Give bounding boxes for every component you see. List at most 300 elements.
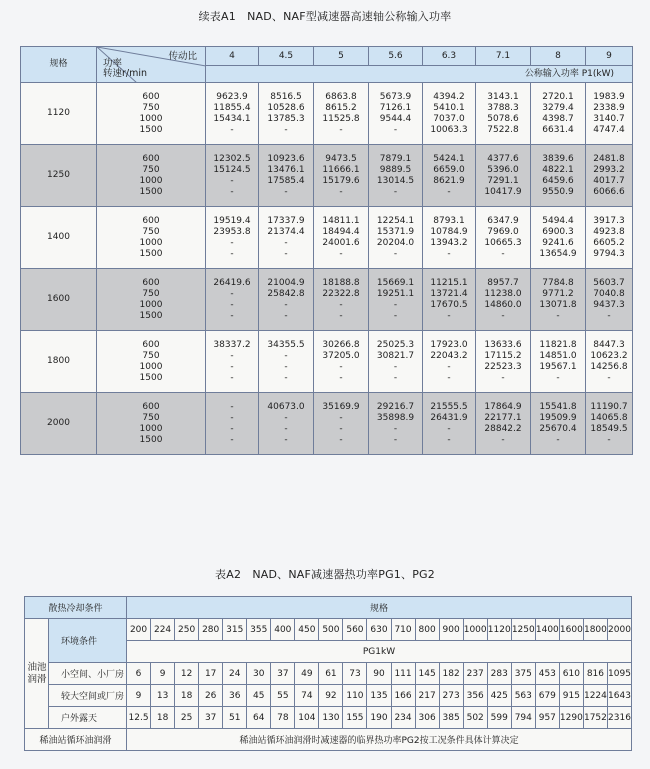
power-value: 25025.3 xyxy=(376,339,415,350)
power-value: - xyxy=(607,372,611,383)
speed-value: 600 xyxy=(142,339,160,350)
thermal-power-cell: 18 xyxy=(175,685,199,707)
thermal-power-cell: 453 xyxy=(535,663,559,685)
speed-value: 750 xyxy=(142,226,160,237)
power-value: 19567.1 xyxy=(539,361,577,372)
power-cell xyxy=(314,83,369,145)
oil-bath-lube-label xyxy=(25,619,49,729)
speed-value: 1500 xyxy=(139,310,163,321)
power-value: 15541.8 xyxy=(539,401,577,412)
table-a2 xyxy=(24,596,632,751)
power-value: - xyxy=(339,372,343,383)
thermal-power-cell: 356 xyxy=(463,685,487,707)
power-value: 8516.5 xyxy=(270,91,302,102)
power-cell xyxy=(586,269,633,331)
power-cell xyxy=(259,393,314,455)
ratio-col-header: 8 xyxy=(531,47,586,66)
power-value: 9437.3 xyxy=(593,299,625,310)
power-cell xyxy=(206,145,259,207)
thermal-power-cell: 18 xyxy=(151,707,175,729)
thermal-power-cell: 599 xyxy=(487,707,511,729)
power-cell xyxy=(476,83,531,145)
power-value: 5424.1 xyxy=(433,153,465,164)
power-value: 23953.8 xyxy=(213,226,251,237)
power-value: 6659.0 xyxy=(433,164,465,175)
speed-value: 1500 xyxy=(139,248,163,259)
power-value: - xyxy=(230,124,234,135)
speed-value: 1000 xyxy=(139,361,163,372)
power-value: 5396.0 xyxy=(487,164,519,175)
power-value: 5410.1 xyxy=(433,102,465,113)
spec-cell: 1400 xyxy=(21,207,97,269)
speed-value: 1500 xyxy=(139,124,163,135)
thermal-power-cell: 610 xyxy=(559,663,583,685)
power-value: 4923.8 xyxy=(593,226,625,237)
power-value: 10923.6 xyxy=(267,153,305,164)
power-cell xyxy=(314,145,369,207)
power-value: 12302.5 xyxy=(213,153,251,164)
power-value: 24001.6 xyxy=(322,237,360,248)
speed-value: 1000 xyxy=(139,113,163,124)
diagonal-header xyxy=(97,47,206,83)
power-value: 6605.2 xyxy=(593,237,625,248)
power-value: 8793.1 xyxy=(433,215,465,226)
power-value: 5494.4 xyxy=(542,215,574,226)
power-cell xyxy=(531,269,586,331)
power-value: 30821.7 xyxy=(376,350,415,361)
power-value: - xyxy=(447,434,451,445)
table-a2-title: 表A2 NAD、NAF减速器热功率PG1、PG2 xyxy=(215,568,435,581)
power-value: - xyxy=(230,423,234,434)
thermal-power-cell: 190 xyxy=(367,707,391,729)
power-value: 11821.8 xyxy=(539,339,577,350)
power-value: - xyxy=(556,310,560,321)
power-value: - xyxy=(339,434,343,445)
power-cell xyxy=(531,145,586,207)
power-value: 13071.8 xyxy=(539,299,577,310)
table-row xyxy=(21,269,633,331)
thermal-power-cell: 49 xyxy=(295,663,319,685)
speed-value: 750 xyxy=(142,102,160,113)
power-cell xyxy=(586,331,633,393)
thermal-power-cell: 92 xyxy=(319,685,343,707)
size-col-header: 1250 xyxy=(511,619,535,641)
power-value: - xyxy=(284,124,288,135)
power-value: 40673.0 xyxy=(267,401,305,412)
circulation-lube-label: 稀油站循环油润滑 xyxy=(25,729,127,751)
power-value: 15179.6 xyxy=(322,175,360,186)
thermal-power-cell: 61 xyxy=(319,663,343,685)
power-value: 10417.9 xyxy=(484,186,522,197)
thermal-power-cell: 130 xyxy=(319,707,343,729)
power-value: 35169.9 xyxy=(322,401,360,412)
spec-cell: 1120 xyxy=(21,83,97,145)
power-cell xyxy=(476,331,531,393)
speed-cell xyxy=(97,393,206,455)
thermal-power-cell: 182 xyxy=(439,663,463,685)
power-cell xyxy=(206,393,259,455)
row-label: 较大空间或厂房 xyxy=(49,685,127,707)
thermal-power-cell: 563 xyxy=(511,685,535,707)
size-col-header: 450 xyxy=(295,619,319,641)
thermal-power-cell: 64 xyxy=(247,707,271,729)
power-value: - xyxy=(393,310,398,321)
power-value: 4822.1 xyxy=(542,164,574,175)
power-value: 1983.9 xyxy=(593,91,625,102)
power-cell xyxy=(531,207,586,269)
power-value: - xyxy=(393,186,398,197)
power-value: 20204.0 xyxy=(376,237,415,248)
power-value: 8447.3 xyxy=(593,339,625,350)
power-value: - xyxy=(447,361,451,372)
power-value: 18549.5 xyxy=(590,423,628,434)
power-value: - xyxy=(447,248,451,259)
table-row xyxy=(21,145,633,207)
cooling-condition-header: 散热冷却条件 xyxy=(25,597,127,619)
speed-value: 1000 xyxy=(139,299,163,310)
power-value: - xyxy=(393,124,398,135)
power-value: - xyxy=(501,248,505,259)
power-value: - xyxy=(230,175,234,186)
ratio-col-header: 5 xyxy=(314,47,369,66)
power-cell xyxy=(259,145,314,207)
size-col-header: 224 xyxy=(151,619,175,641)
power-value: 2338.9 xyxy=(593,102,625,113)
thermal-power-cell: 111 xyxy=(391,663,415,685)
size-col-header: 1800 xyxy=(583,619,607,641)
power-value: 4394.2 xyxy=(433,91,465,102)
power-cell xyxy=(369,269,423,331)
power-value: 11215.1 xyxy=(430,277,468,288)
power-value: 22322.8 xyxy=(322,288,360,299)
ratio-col-header: 6.3 xyxy=(423,47,476,66)
power-value: 28842.2 xyxy=(484,423,522,434)
power-value: 35898.9 xyxy=(376,412,415,423)
power-cell xyxy=(206,207,259,269)
power-value: - xyxy=(284,434,288,445)
power-value: - xyxy=(501,372,505,383)
power-value: 22043.2 xyxy=(430,350,468,361)
power-value: 19509.9 xyxy=(539,412,577,423)
power-value: 11666.1 xyxy=(322,164,360,175)
power-value: 3917.3 xyxy=(593,215,625,226)
circulation-note: 稀油站循环油润滑时减速器的临界热功率PG2按工况条件具体计算决定 xyxy=(127,729,632,751)
thermal-power-cell: 73 xyxy=(343,663,367,685)
speed-cell xyxy=(97,207,206,269)
power-cell xyxy=(259,269,314,331)
power-value: - xyxy=(284,299,288,310)
thermal-power-cell: 30 xyxy=(247,663,271,685)
power-value: 17337.9 xyxy=(267,215,305,226)
power-value: 10623.2 xyxy=(590,350,628,361)
thermal-power-cell: 90 xyxy=(367,663,391,685)
power-value: - xyxy=(339,124,343,135)
size-col-header: 315 xyxy=(223,619,247,641)
size-col-header: 560 xyxy=(343,619,367,641)
thermal-power-cell: 6 xyxy=(127,663,151,685)
thermal-power-cell: 425 xyxy=(487,685,511,707)
power-value: 13014.5 xyxy=(376,175,415,186)
thermal-power-cell: 915 xyxy=(559,685,583,707)
table-row xyxy=(21,83,633,145)
power-value: 13785.3 xyxy=(267,113,305,124)
size-col-header: 1120 xyxy=(487,619,511,641)
thermal-power-cell: 1752 xyxy=(583,707,607,729)
power-value: 9473.5 xyxy=(325,153,357,164)
thermal-power-cell: 273 xyxy=(439,685,463,707)
power-value: - xyxy=(447,423,451,434)
power-value: 11238.0 xyxy=(484,288,522,299)
power-cell xyxy=(314,331,369,393)
thermal-power-cell: 24 xyxy=(223,663,247,685)
power-value: 2993.2 xyxy=(593,164,625,175)
thermal-power-cell: 385 xyxy=(439,707,463,729)
power-value: 13654.9 xyxy=(539,248,577,259)
power-value: - xyxy=(230,248,234,259)
size-col-header: 280 xyxy=(199,619,223,641)
speed-value: 1500 xyxy=(139,186,163,197)
power-cell xyxy=(531,393,586,455)
size-col-header: 500 xyxy=(319,619,343,641)
speed-value: 1500 xyxy=(139,434,163,445)
thermal-power-cell: 794 xyxy=(511,707,535,729)
power-value: 8957.7 xyxy=(487,277,519,288)
size-col-header: 200 xyxy=(127,619,151,641)
power-value: 10063.3 xyxy=(430,124,468,135)
power-value: 8621.9 xyxy=(433,175,465,186)
speed-cell xyxy=(97,331,206,393)
power-cell xyxy=(369,145,423,207)
speed-value: 750 xyxy=(142,350,160,361)
power-value: - xyxy=(230,401,234,412)
power-value: 9794.3 xyxy=(593,248,625,259)
power-value: 25670.4 xyxy=(539,423,577,434)
power-cell xyxy=(314,207,369,269)
row-label: 户外露天 xyxy=(49,707,127,729)
power-value: 11190.7 xyxy=(590,401,628,412)
spec-cell: 1800 xyxy=(21,331,97,393)
power-value: - xyxy=(556,372,560,383)
power-value: 13633.6 xyxy=(484,339,522,350)
power-value: - xyxy=(393,423,398,434)
power-value: 9241.6 xyxy=(542,237,574,248)
table-a1 xyxy=(20,46,633,455)
thermal-power-cell: 51 xyxy=(223,707,247,729)
power-cell xyxy=(531,83,586,145)
power-value: 7037.0 xyxy=(433,113,465,124)
power-value: 7969.0 xyxy=(487,226,519,237)
power-cell xyxy=(586,145,633,207)
power-value: 4377.6 xyxy=(487,153,519,164)
oil-bath-lube-text: 油池润滑 xyxy=(27,661,47,685)
table-row xyxy=(21,331,633,393)
power-value: - xyxy=(393,361,398,372)
size-col-header: 900 xyxy=(439,619,463,641)
power-value: 4398.7 xyxy=(542,113,574,124)
power-value: 2720.1 xyxy=(542,91,574,102)
ratio-col-header: 9 xyxy=(586,47,633,66)
speed-value: 600 xyxy=(142,277,160,288)
power-value: 19519.4 xyxy=(213,215,251,226)
power-cell xyxy=(586,393,633,455)
power-value: 22523.3 xyxy=(484,361,522,372)
power-value: 6631.4 xyxy=(542,124,574,135)
power-value: - xyxy=(339,186,343,197)
power-value: 5673.9 xyxy=(379,91,412,102)
power-cell xyxy=(531,331,586,393)
speed-value: 1000 xyxy=(139,237,163,248)
speed-value: 600 xyxy=(142,401,160,412)
power-cell xyxy=(586,207,633,269)
power-value: 10665.3 xyxy=(484,237,522,248)
power-value: 37205.0 xyxy=(322,350,360,361)
power-cell xyxy=(423,393,476,455)
power-value: 7522.8 xyxy=(487,124,519,135)
speed-value: 600 xyxy=(142,91,160,102)
power-value: - xyxy=(230,288,234,299)
power-value: 14851.0 xyxy=(539,350,577,361)
thermal-power-cell: 12.5 xyxy=(127,707,151,729)
thermal-power-cell: 375 xyxy=(511,663,535,685)
power-value: - xyxy=(284,350,288,361)
speed-cell xyxy=(97,83,206,145)
thermal-power-cell: 237 xyxy=(463,663,487,685)
power-value: 21004.9 xyxy=(267,277,305,288)
power-value: - xyxy=(230,412,234,423)
thermal-power-cell: 234 xyxy=(391,707,415,729)
power-value: - xyxy=(284,248,288,259)
thermal-power-cell: 283 xyxy=(487,663,511,685)
power-value: 13943.2 xyxy=(430,237,468,248)
power-value: 12254.1 xyxy=(376,215,415,226)
power-value: 11855.4 xyxy=(213,102,251,113)
power-value: - xyxy=(230,186,234,197)
power-value: 18188.8 xyxy=(322,277,360,288)
thermal-power-cell: 25 xyxy=(175,707,199,729)
thermal-power-cell: 306 xyxy=(415,707,439,729)
power-cell xyxy=(314,393,369,455)
thermal-power-cell: 135 xyxy=(367,685,391,707)
power-cell xyxy=(476,393,531,455)
power-value: - xyxy=(230,372,234,383)
thermal-power-cell: 217 xyxy=(415,685,439,707)
power-value: 6347.9 xyxy=(487,215,519,226)
table-a1-title: 续表A1 NAD、NAF型减速器高速轴公称输入功率 xyxy=(198,10,452,23)
size-col-header: 1400 xyxy=(535,619,559,641)
size-col-header: 800 xyxy=(415,619,439,641)
thermal-power-cell: 1290 xyxy=(559,707,583,729)
power-value: 13721.4 xyxy=(430,288,468,299)
power-value: 6900.3 xyxy=(542,226,574,237)
row-label: 小空间、小厂房 xyxy=(49,663,127,685)
thermal-power-cell: 78 xyxy=(271,707,295,729)
power-value: 13476.1 xyxy=(267,164,305,175)
power-cell xyxy=(206,83,259,145)
power-value: 3143.1 xyxy=(487,91,519,102)
power-cell xyxy=(423,331,476,393)
thermal-power-cell: 17 xyxy=(199,663,223,685)
power-value: - xyxy=(339,361,343,372)
size-col-header: 1600 xyxy=(559,619,583,641)
power-cell xyxy=(259,207,314,269)
power-value: 38337.2 xyxy=(213,339,251,350)
environment-header: 环境条件 xyxy=(49,619,127,663)
power-cell xyxy=(314,269,369,331)
power-value: 19251.1 xyxy=(376,288,415,299)
power-cell xyxy=(476,207,531,269)
power-value: 9544.4 xyxy=(379,113,412,124)
size-col-header: 355 xyxy=(247,619,271,641)
power-value: - xyxy=(393,434,398,445)
power-value: - xyxy=(230,361,234,372)
thermal-power-cell: 679 xyxy=(535,685,559,707)
spec-cell: 1600 xyxy=(21,269,97,331)
speed-value: 750 xyxy=(142,164,160,175)
size-col-header: 2000 xyxy=(607,619,631,641)
power-cell xyxy=(586,83,633,145)
speed-value: 600 xyxy=(142,153,160,164)
power-value: - xyxy=(447,372,451,383)
power-cell xyxy=(423,145,476,207)
spec-cell: 2000 xyxy=(21,393,97,455)
power-cell xyxy=(369,331,423,393)
power-value: 17923.0 xyxy=(430,339,468,350)
speed-value: 1500 xyxy=(139,372,163,383)
power-value: 17115.2 xyxy=(484,350,522,361)
thermal-power-cell: 145 xyxy=(415,663,439,685)
power-value: 9623.9 xyxy=(216,91,248,102)
power-value: 7291.1 xyxy=(487,175,519,186)
power-value: 26431.9 xyxy=(430,412,468,423)
power-value: 6863.8 xyxy=(325,91,357,102)
power-value: 29216.7 xyxy=(376,401,415,412)
thermal-power-cell: 1643 xyxy=(607,685,631,707)
power-value: 21374.4 xyxy=(267,226,305,237)
power-value: - xyxy=(230,310,234,321)
power-value: 3839.6 xyxy=(542,153,574,164)
speed-value: 750 xyxy=(142,412,160,423)
power-value: - xyxy=(501,310,505,321)
power-cell xyxy=(369,393,423,455)
size-col-header: 400 xyxy=(271,619,295,641)
size-col-header: 630 xyxy=(367,619,391,641)
speed-label: 转速r/min xyxy=(103,68,148,79)
size-col-header: 1000 xyxy=(463,619,487,641)
power-value: 3279.4 xyxy=(542,102,574,113)
power-value: - xyxy=(393,372,398,383)
power-value: 15371.9 xyxy=(376,226,415,237)
power-value: 4017.7 xyxy=(593,175,625,186)
power-value: 14065.8 xyxy=(590,412,628,423)
power-value: 15434.1 xyxy=(213,113,251,124)
power-value: - xyxy=(230,237,234,248)
table-row xyxy=(21,393,633,455)
spec-cell: 1250 xyxy=(21,145,97,207)
power-cell xyxy=(206,331,259,393)
power-cell xyxy=(423,207,476,269)
speed-cell xyxy=(97,269,206,331)
speed-value: 1000 xyxy=(139,175,163,186)
speed-cell xyxy=(97,145,206,207)
table-row xyxy=(21,207,633,269)
power-value: 14811.1 xyxy=(322,215,360,226)
power-value: 14256.8 xyxy=(590,361,628,372)
unit-header: 公称输入功率 P1(kW) xyxy=(206,66,633,83)
power-value: 15124.5 xyxy=(213,164,251,175)
power-cell xyxy=(423,83,476,145)
power-value: 26419.6 xyxy=(213,277,251,288)
power-value: - xyxy=(339,310,343,321)
